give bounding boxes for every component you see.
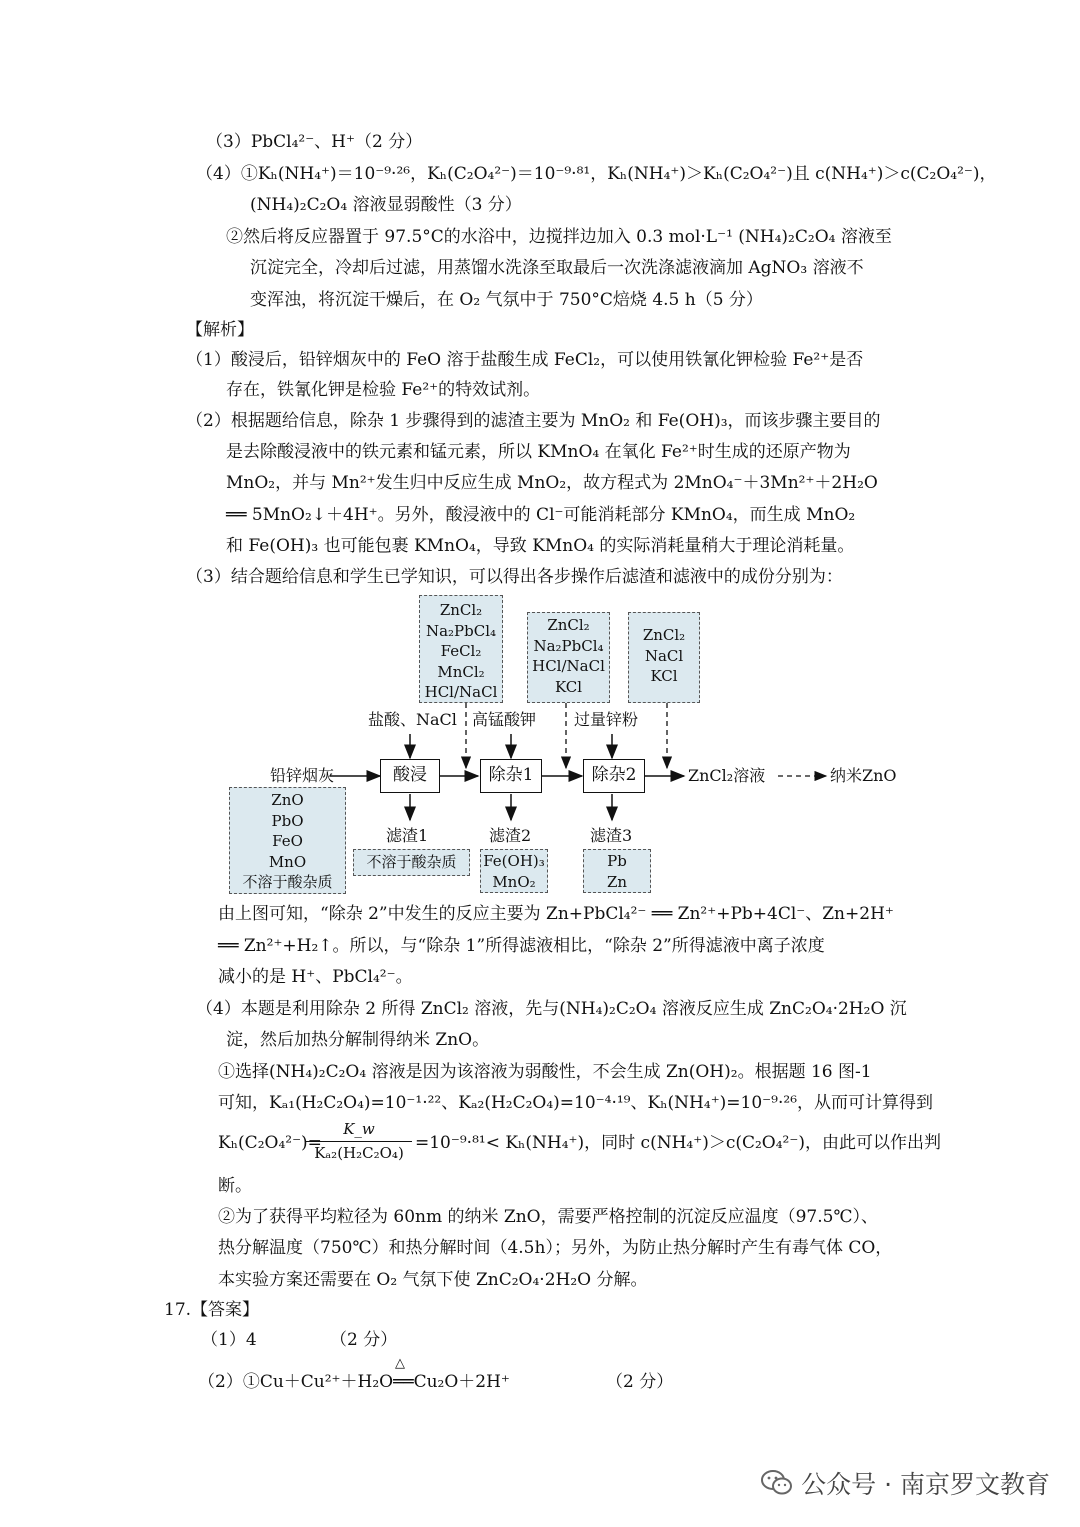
analysis-line: 断。	[218, 1176, 252, 1196]
q17-heading: 17.【答案】	[164, 1300, 260, 1320]
wechat-icon	[761, 1469, 793, 1503]
residue-box-2: Fe(OH)₃ MnO₂	[480, 849, 548, 893]
filtrate-box-2: ZnCl₂ Na₂PbCl₄ HCl/NaCl KCl	[527, 612, 610, 703]
analysis-line: 存在，铁氰化钾是检验 Fe²⁺的特效试剂。	[226, 380, 541, 400]
analysis-line: 淀，然后加热分解制得纳米 ZnO。	[226, 1030, 490, 1050]
analysis-line: 减小的是 H⁺、PbCl₄²⁻。	[218, 967, 413, 987]
residue-box-1: 不溶于酸杂质	[353, 849, 470, 876]
answer-16-4-line5: 变浑浊，将沉淀干燥后，在 O₂ 气氛中于 750°C焙烧 4.5 h（5 分）	[250, 290, 763, 310]
analysis-line: ══ Zn²⁺+H₂↑。所以，与“除杂 1”所得滤液相比，“除杂 2”所得滤液中离子浓度	[218, 936, 825, 956]
feed-composition-box: ZnO PbO FeO MnO 不溶于酸杂质	[229, 787, 346, 894]
answer-16-4-line1: （4）①Kₕ(NH₄⁺)＝10⁻⁹·²⁶，Kₕ(C₂O₄²⁻)＝10⁻⁹·⁸¹，Kₕ(NH₄⁺)＞Kₕ(C₂O₄²⁻)且 c(NH₄⁺)＞c(C₂O₄²⁻)，	[196, 164, 997, 184]
answer-16-4-line3: ②然后将反应器置于 97.5°C的水浴中，边搅拌边加入 0.3 mol·L⁻¹ (NH₄)₂C₂O₄ 溶液至	[226, 227, 892, 247]
q17-answer-1-score: （2 分）	[330, 1330, 398, 1350]
formula-numerator: K_w	[343, 1120, 375, 1138]
analysis-line: 热分解温度（750℃）和热分解时间（4.5h）；另外，为防止热分解时产生有毒气体 CO，	[218, 1238, 893, 1258]
reagent-label: 过量锌粉	[574, 710, 639, 729]
heat-condition: △	[395, 1356, 405, 1371]
q17-answer-2-score: （2 分）	[606, 1372, 674, 1392]
watermark	[761, 1465, 1050, 1503]
analysis-line: ══ 5MnO₂↓＋4H⁺。另外，酸浸液中的 Cl⁻可能消耗部分 KMnO₄，而生成 MnO₂	[226, 505, 856, 525]
feed-label: 铅锌烟灰	[270, 766, 335, 785]
analysis-line: （1）酸浸后，铅锌烟灰中的 FeO 溶于盐酸生成 FeCl₂，可以使用铁氰化钾检验 Fe²⁺是否	[186, 350, 864, 370]
reagent-label: 高锰酸钾	[472, 710, 537, 729]
analysis-line: （4）本题是利用除杂 2 所得 ZnCl₂ 溶液，先与(NH₄)₂C₂O₄ 溶液反应生成 ZnC₂O₄·2H₂O 沉	[196, 999, 907, 1019]
formula-denominator: Kₐ₂(H₂C₂O₄)	[306, 1141, 412, 1164]
answer-16-4-line4: 沉淀完全，冷却后过滤，用蒸馏水洗涤至取最后一次洗涤滤液滴加 AgNO₃ 溶液不	[250, 258, 864, 278]
analysis-line: 可知，Kₐ₁(H₂C₂O₄)=10⁻¹·²²、Kₐ₂(H₂C₂O₄)=10⁻⁴·¹⁹、Kₕ(NH₄⁺)=10⁻⁹·²⁶，从而可计算得到	[218, 1093, 934, 1113]
analysis-line: 由上图可知，“除杂 2”中发生的反应主要为 Zn+PbCl₄²⁻ ══ Zn²⁺+Pb+4Cl⁻、Zn+2H⁺	[218, 904, 894, 924]
step-purify-2: 除杂2	[583, 759, 645, 793]
reagent-label: 盐酸、NaCl	[368, 710, 457, 729]
analysis-line: ①选择(NH₄)₂C₂O₄ 溶液是因为该溶液为弱酸性，不会生成 Zn(OH)₂。根据题 16 图-1	[218, 1062, 872, 1082]
analysis-heading: 【解析】	[186, 320, 254, 340]
analysis-line: 本实验方案还需要在 O₂ 气氛下使 ZnC₂O₄·2H₂O 分解。	[218, 1270, 648, 1290]
analysis-line: （3）结合题给信息和学生已学知识，可以得出各步操作后滤渣和滤液中的成份分别为：	[186, 567, 843, 587]
watermark-text: 公众号 · 南京罗文教育	[801, 1470, 1050, 1499]
residue-label: 滤渣1	[386, 826, 429, 845]
filtrate-box-3: ZnCl₂ NaCl KCl	[628, 612, 700, 703]
step-purify-1: 除杂1	[480, 759, 542, 793]
answer-16-3: （3）PbCl₄²⁻、H⁺（2 分）	[206, 132, 423, 152]
analysis-line: 是去除酸浸液中的铁元素和锰元素，所以 KMnO₄ 在氧化 Fe²⁺时生成的还原产物为	[226, 442, 851, 462]
analysis-line: MnO₂，并与 Mn²⁺发生归中反应生成 MnO₂，故方程式为 2MnO₄⁻＋3Mn²⁺＋2H₂O	[226, 473, 878, 493]
residue-label: 滤渣2	[489, 826, 532, 845]
product-label: ZnCl₂溶液	[688, 766, 766, 785]
answer-16-4-line2: (NH₄)₂C₂O₄ 溶液显弱酸性（3 分）	[250, 195, 522, 215]
q17-answer-2: （2）①Cu＋Cu²⁺＋H₂O══Cu₂O＋2H⁺	[198, 1372, 510, 1392]
analysis-line: ②为了获得平均粒径为 60nm 的纳米 ZnO，需要严格控制的沉淀反应温度（97.5℃）、	[218, 1207, 878, 1227]
residue-label: 滤渣3	[590, 826, 633, 845]
formula-right: =10⁻⁹·⁸¹< Kₕ(NH₄⁺)，同时 c(NH₄⁺)＞c(C₂O₄²⁻)，由此可以作出判	[415, 1133, 941, 1153]
residue-box-3: Pb Zn	[583, 849, 651, 893]
filtrate-box-1: ZnCl₂ Na₂PbCl₄ FeCl₂ MnCl₂ HCl/NaCl	[419, 595, 503, 703]
step-acid-leach: 酸浸	[380, 759, 440, 793]
formula-left: Kₕ(C₂O₄²⁻)=	[218, 1133, 322, 1153]
final-product-label: 纳米ZnO	[830, 766, 897, 785]
analysis-line: 和 Fe(OH)₃ 也可能包裹 KMnO₄，导致 KMnO₄ 的实际消耗量稍大于理论消耗量。	[226, 536, 855, 556]
q17-answer-1: （1）4	[201, 1330, 257, 1350]
formula-fraction	[306, 1119, 412, 1164]
analysis-line: （2）根据题给信息，除杂 1 步骤得到的滤渣主要为 MnO₂ 和 Fe(OH)₃，而该步骤主要目的	[186, 411, 881, 431]
